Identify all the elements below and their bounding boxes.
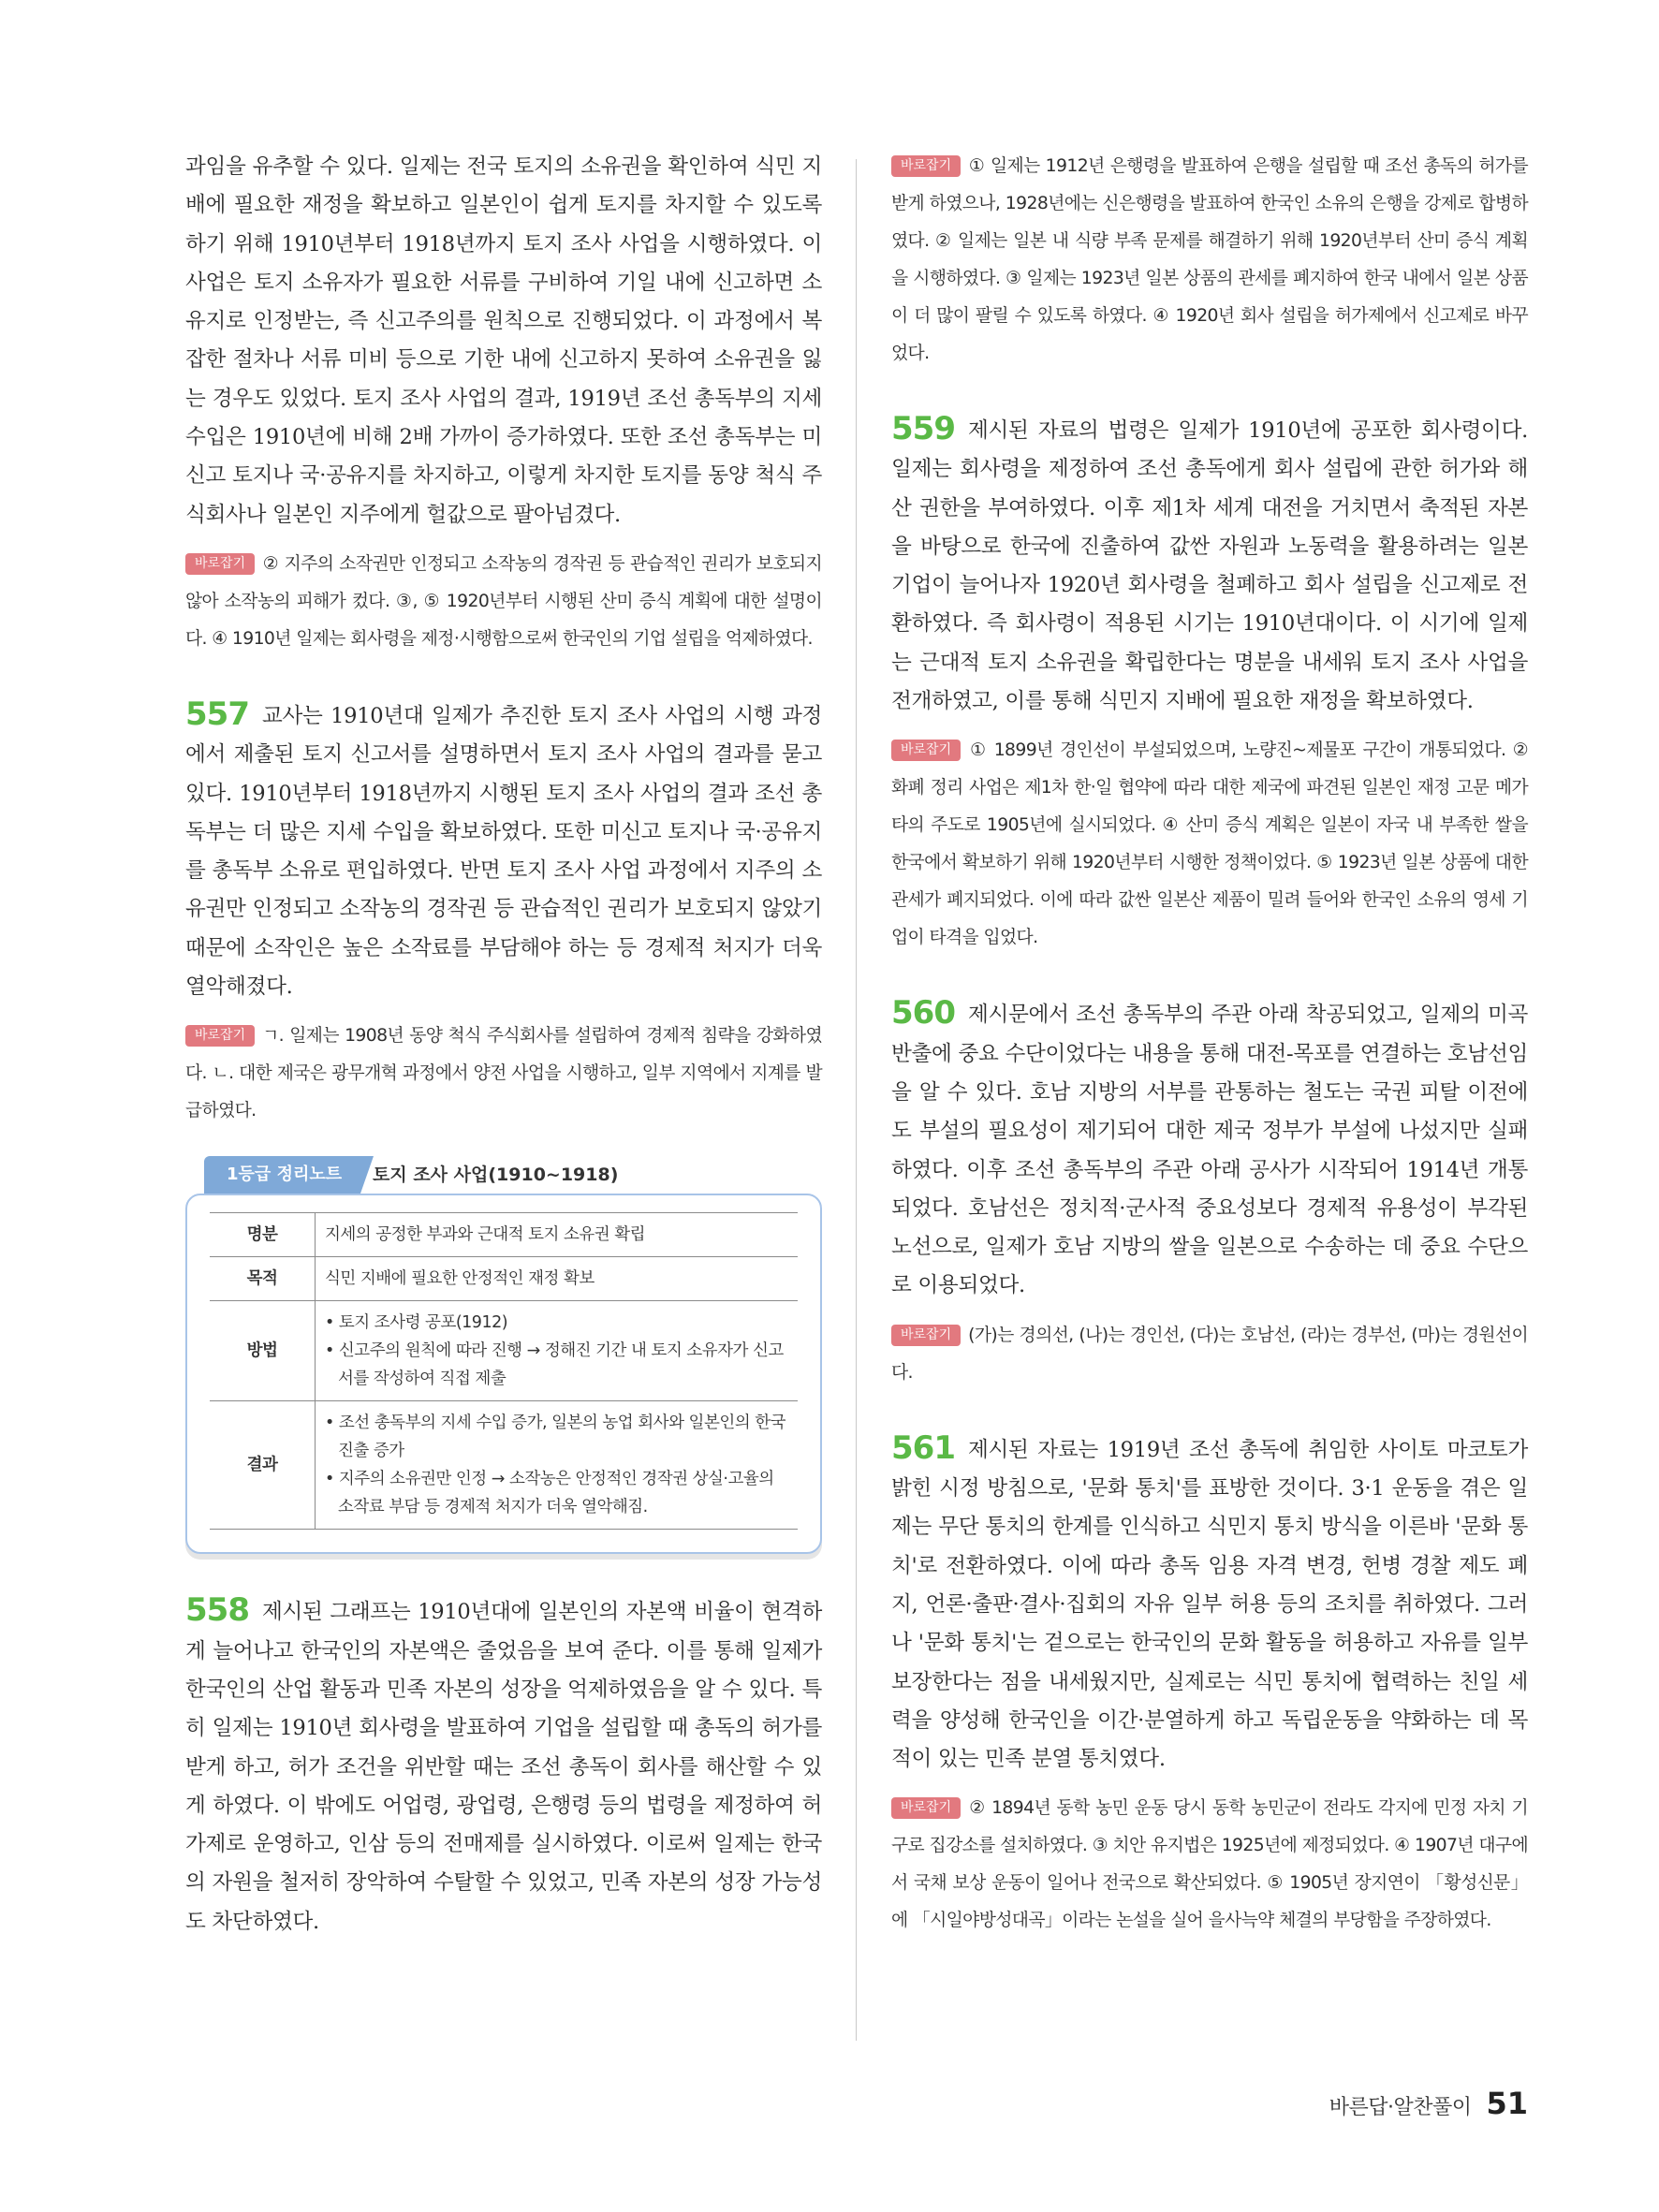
- answer-text: 제시문에서 조선 총독부의 주관 아래 착공되었고, 일제의 미곡 반출에 중요 수단이었다는 내용을 통해 대전-목포를 연결하는 호남선임을 알 수 있다. 호남 지방의 서부를 관통하는 철도는 국권 피탈 이전에도 부설의 필요성이 제기되어 대한 제국 정부가 부설에 나섰지만 실패하였다. 이후 조선 총독부의 주관 아래 공사가 시작되어 1914년 개통되었다. 호남선은 정치적·군사적 중요성보다 경제적 유용성이 부각된 노선으로, 일제가 호남 지방의 쌀을 일본으로 수송하는 데 중요 수단으로 이용되었다.: [891, 1003, 1528, 1298]
- question-561: [891, 1429, 1528, 1780]
- note-title: 토지 조사 사업(1910~1918): [373, 1165, 619, 1186]
- list-item: • 신고주의 원칙에 따라 진행 → 정해진 기간 내 토지 소유자가 신고서를 작성하여 직접 제출: [325, 1341, 784, 1389]
- question-number: 560: [891, 994, 955, 1033]
- correction-badge: 바로잡기: [891, 1797, 961, 1819]
- row-body: 지세의 공정한 부과와 근대적 토지 소유권 확립: [316, 1213, 799, 1257]
- list-item: • 토지 조사령 공포(1912): [325, 1313, 508, 1333]
- question-number: 557: [185, 695, 249, 733]
- correction-text: (가)는 경의선, (나)는 경인선, (다)는 호남선, (라)는 경부선, (마)는 경원선이다.: [891, 1325, 1528, 1383]
- answer-text: 제시된 그래프는 1910년대에 일본인의 자본액 비율이 현격하게 늘어나고 한국인의 자본액은 줄었음을 보여 준다. 이를 통해 일제가 한국인의 산업 활동과 민족 자본의 성장을 억제하였음을 알 수 있다. 특히 일제는 1910년 회사령을 발표하여 기업을 설립할 때 총독의 허가를 받게 하고, 허가 조건을 위반할 때는 조선 총독이 회사를 해산할 수 있게 하였다. 이 밖에도 어업령, 광업령, 은행령 등의 법령을 제정하여 허가제로 운영하고, 인삼 등의 전매제를 실시하였다. 이로써 일제는 한국의 자원을 철저히 장악하여 수탈할 수 있었고, 민족 자본의 성장 가능성도 차단하였다.: [185, 1600, 822, 1934]
- answer-text: 제시된 자료는 1919년 조선 총독에 취임한 사이토 마코토가 밝힌 시정 방침으로, '문화 통치'를 표방한 것이다. 3·1 운동을 겪은 일제는 무단 통치의 한계를 인식하고 식민지 통치 방식을 이른바 '문화 통치'로 전환하였다. 이에 따라 총독 임용 자격 변경, 헌병 경찰 제도 폐지, 언론·출판·결사·집회의 자유 일부 허용 등의 조치를 취하였다. 그러나 '문화 통치'는 겉으로는 한국인의 문화 활동을 허용하고 자유를 일부 보장한다는 점을 내세웠지만, 실제로는 식민 통치에 협력하는 친일 세력을 양성해 한국인을 이간·분열하게 하고 독립운동을 약화하는 데 목적이 있는 민족 분열 통치였다.: [891, 1437, 1528, 1772]
- footer-label: 바른답·알찬풀이: [1329, 2096, 1472, 2119]
- correction-text: ② 지주의 소작권만 인정되고 소작농의 경작권 등 관습적인 권리가 보호되지 않아 소작농의 피해가 컸다. ③, ⑤ 1920년부터 시행된 산미 증식 계획에 대한 설명이다. ④ 1910년 일제는 회사령을 제정·시행함으로써 한국인의 기업 설립을 억제하였다.: [185, 553, 822, 649]
- row-head: 명분: [210, 1213, 316, 1257]
- question-number: 559: [891, 410, 955, 447]
- correction-561: [891, 1790, 1528, 1940]
- correction-badge: 바로잡기: [891, 155, 961, 177]
- correction-text: ① 일제는 1912년 은행령을 발표하여 은행을 설립할 때 조선 총독의 허가를 받게 하였으나, 1928년에는 신은행령을 발표하여 한국인 소유의 은행을 강제로 합병하였다. ② 일제는 일본 내 식량 부족 문제를 해결하기 위해 1920년부터 산미 증식 계획을 시행하였다. ③ 일제는 1923년 일본 상품의 관세를 폐지하여 한국 내에서 일본 상품이 더 많이 팔릴 수 있도록 하였다. ④ 1920년 회사 설립을 허가제에서 신고제로 바꾸었다.: [891, 156, 1528, 363]
- correction-badge: 바로잡기: [185, 553, 255, 575]
- question-557: [185, 696, 822, 1006]
- question-number: 558: [185, 1591, 249, 1630]
- correction-560: [891, 1317, 1528, 1392]
- question-558: [185, 1591, 822, 1941]
- correction-559: [891, 732, 1528, 957]
- question-559: [891, 410, 1528, 721]
- row-body: [316, 1401, 799, 1530]
- correction-text: ㄱ. 일제는 1908년 동양 척식 주식회사를 설립하여 경제적 침략을 강화하였다. ㄴ. 대한 제국은 광무개혁 과정에서 양전 사업을 시행하고, 일부 지역에서 지계를 발급하였다.: [185, 1026, 822, 1121]
- question-number: 561: [891, 1428, 955, 1467]
- list-item: • 지주의 소유권만 인정 → 소작농은 안정적인 경작권 상실·고율의 소작료 부담 등 경제적 처지가 더욱 열악해짐.: [325, 1470, 774, 1517]
- page-footer: [1329, 2086, 1528, 2121]
- table-row: [210, 1301, 798, 1401]
- correction-text: ① 1899년 경인선이 부설되었으며, 노량진~제물포 구간이 개통되었다. ② 화폐 정리 사업은 제1차 한·일 협약에 따라 대한 제국에 파견된 일본인 재정 고문 메가타의 주도로 1905년에 실시되었다. ④ 산미 증식 계획은 일본이 자국 내 부족한 쌀을 한국에서 확보하기 위해 1920년부터 시행한 정책이었다. ⑤ 1923년 일본 상품에 대한 관세가 폐지되었다. 이에 따라 값싼 일본산 제품이 밀려 들어와 한국인 소유의 영세 기업이 타격을 입었다.: [891, 740, 1528, 948]
- correction-558: [891, 148, 1528, 373]
- note-box: [185, 1194, 822, 1554]
- correction-557: [185, 1018, 822, 1130]
- summary-note: [185, 1156, 822, 1554]
- intro-paragraph: 과임을 유추할 수 있다. 일제는 전국 토지의 소유권을 확인하여 식민 지배에 필요한 재정을 확보하고 일본인이 쉽게 토지를 차지할 수 있도록 하기 위해 1910년부터 1918년까지 토지 조사 사업을 시행하였다. 이 사업은 토지 소유자가 필요한 서류를 구비하여 기일 내에 신고하면 소유지로 인정받는, 즉 신고주의를 원칙으로 진행되었다. 이 과정에서 복잡한 절차나 서류 미비 등으로 기한 내에 신고하지 못하여 소유권을 잃는 경우도 있었다. 토지 조사 사업의 결과, 1919년 조선 총독부의 지세 수입은 1910년에 비해 2배 가까이 증가하였다. 또한 조선 총독부는 미신고 토지나 국·공유지를 차지하고, 이렇게 차지한 토지를 동양 척식 주식회사나 일본인 지주에게 헐값으로 팔아넘겼다.: [185, 154, 822, 527]
- answer-text: 제시된 자료의 법령은 일제가 1910년에 공포한 회사령이다. 일제는 회사령을 제정하여 조선 총독에게 회사 설립에 관한 허가와 해산 권한을 부여하였다. 이후 제1차 세계 대전을 거치면서 축적된 자본을 바탕으로 한국에 진출하여 값싼 자원과 노동력을 활용하려는 일본 기업이 늘어나자 1920년 회사령을 철폐하고 회사 설립을 신고제로 전환하였다. 즉 회사령이 적용된 시기는 1910년대이다. 이 시기에 일제는 근대적 토지 소유권을 확립한다는 명분을 내세워 토지 조사 사업을 전개하였고, 이를 통해 식민지 지배에 필요한 재정을 확보하였다.: [891, 418, 1528, 714]
- correction-badge: 바로잡기: [185, 1025, 255, 1047]
- question-560: [891, 994, 1528, 1305]
- table-row: [210, 1401, 798, 1530]
- row-head: 목적: [210, 1257, 316, 1301]
- correction-badge: 바로잡기: [891, 740, 961, 761]
- right-column: [891, 148, 1528, 1940]
- table-row: [210, 1213, 798, 1257]
- table-row: [210, 1257, 798, 1301]
- note-tab: 1등급 정리노트: [204, 1156, 360, 1194]
- row-head: 방법: [210, 1301, 316, 1401]
- correction-intro: [185, 546, 822, 658]
- row-body: [316, 1301, 799, 1401]
- answer-text: 교사는 1910년대 일제가 추진한 토지 조사 사업의 시행 과정에서 제출된 토지 신고서를 설명하면서 토지 조사 사업의 결과를 묻고 있다. 1910년부터 1918년까지 시행된 토지 조사 사업의 결과 조선 총독부는 더 많은 지세 수입을 확보하였다. 또한 미신고 토지나 국·공유지를 총독부 소유로 편입하였다. 반면 토지 조사 사업 과정에서 지주의 소유권만 인정되고 소작농의 경작권 등 관습적인 권리가 보호되지 않았기 때문에 소작인은 높은 소작료를 부담해야 하는 등 경제적 처지가 더욱 열악해졌다.: [185, 703, 822, 1000]
- row-head: 결과: [210, 1401, 316, 1530]
- list-item: • 조선 총독부의 지세 수입 증가, 일본의 농업 회사와 일본인의 한국 진출 증가: [325, 1414, 786, 1461]
- page-number: 51: [1486, 2086, 1528, 2121]
- correction-badge: 바로잡기: [891, 1325, 961, 1346]
- row-body: 식민 지배에 필요한 안정적인 재정 확보: [316, 1257, 799, 1301]
- column-divider: [856, 159, 857, 2041]
- left-column: [185, 148, 822, 1941]
- correction-text: ② 1894년 동학 농민 운동 당시 동학 농민군이 전라도 각지에 민정 자치 기구로 집강소를 설치하였다. ③ 치안 유지법은 1925년에 제정되었다. ④ 1907년 대구에서 국채 보상 운동이 일어나 전국으로 확산되었다. ⑤ 1905년 장지연이 「황성신문」에 「시일야방성대곡」이라는 논설을 실어 을사늑약 체결의 부당함을 주장하였다.: [891, 1798, 1528, 1931]
- note-table: [210, 1212, 798, 1530]
